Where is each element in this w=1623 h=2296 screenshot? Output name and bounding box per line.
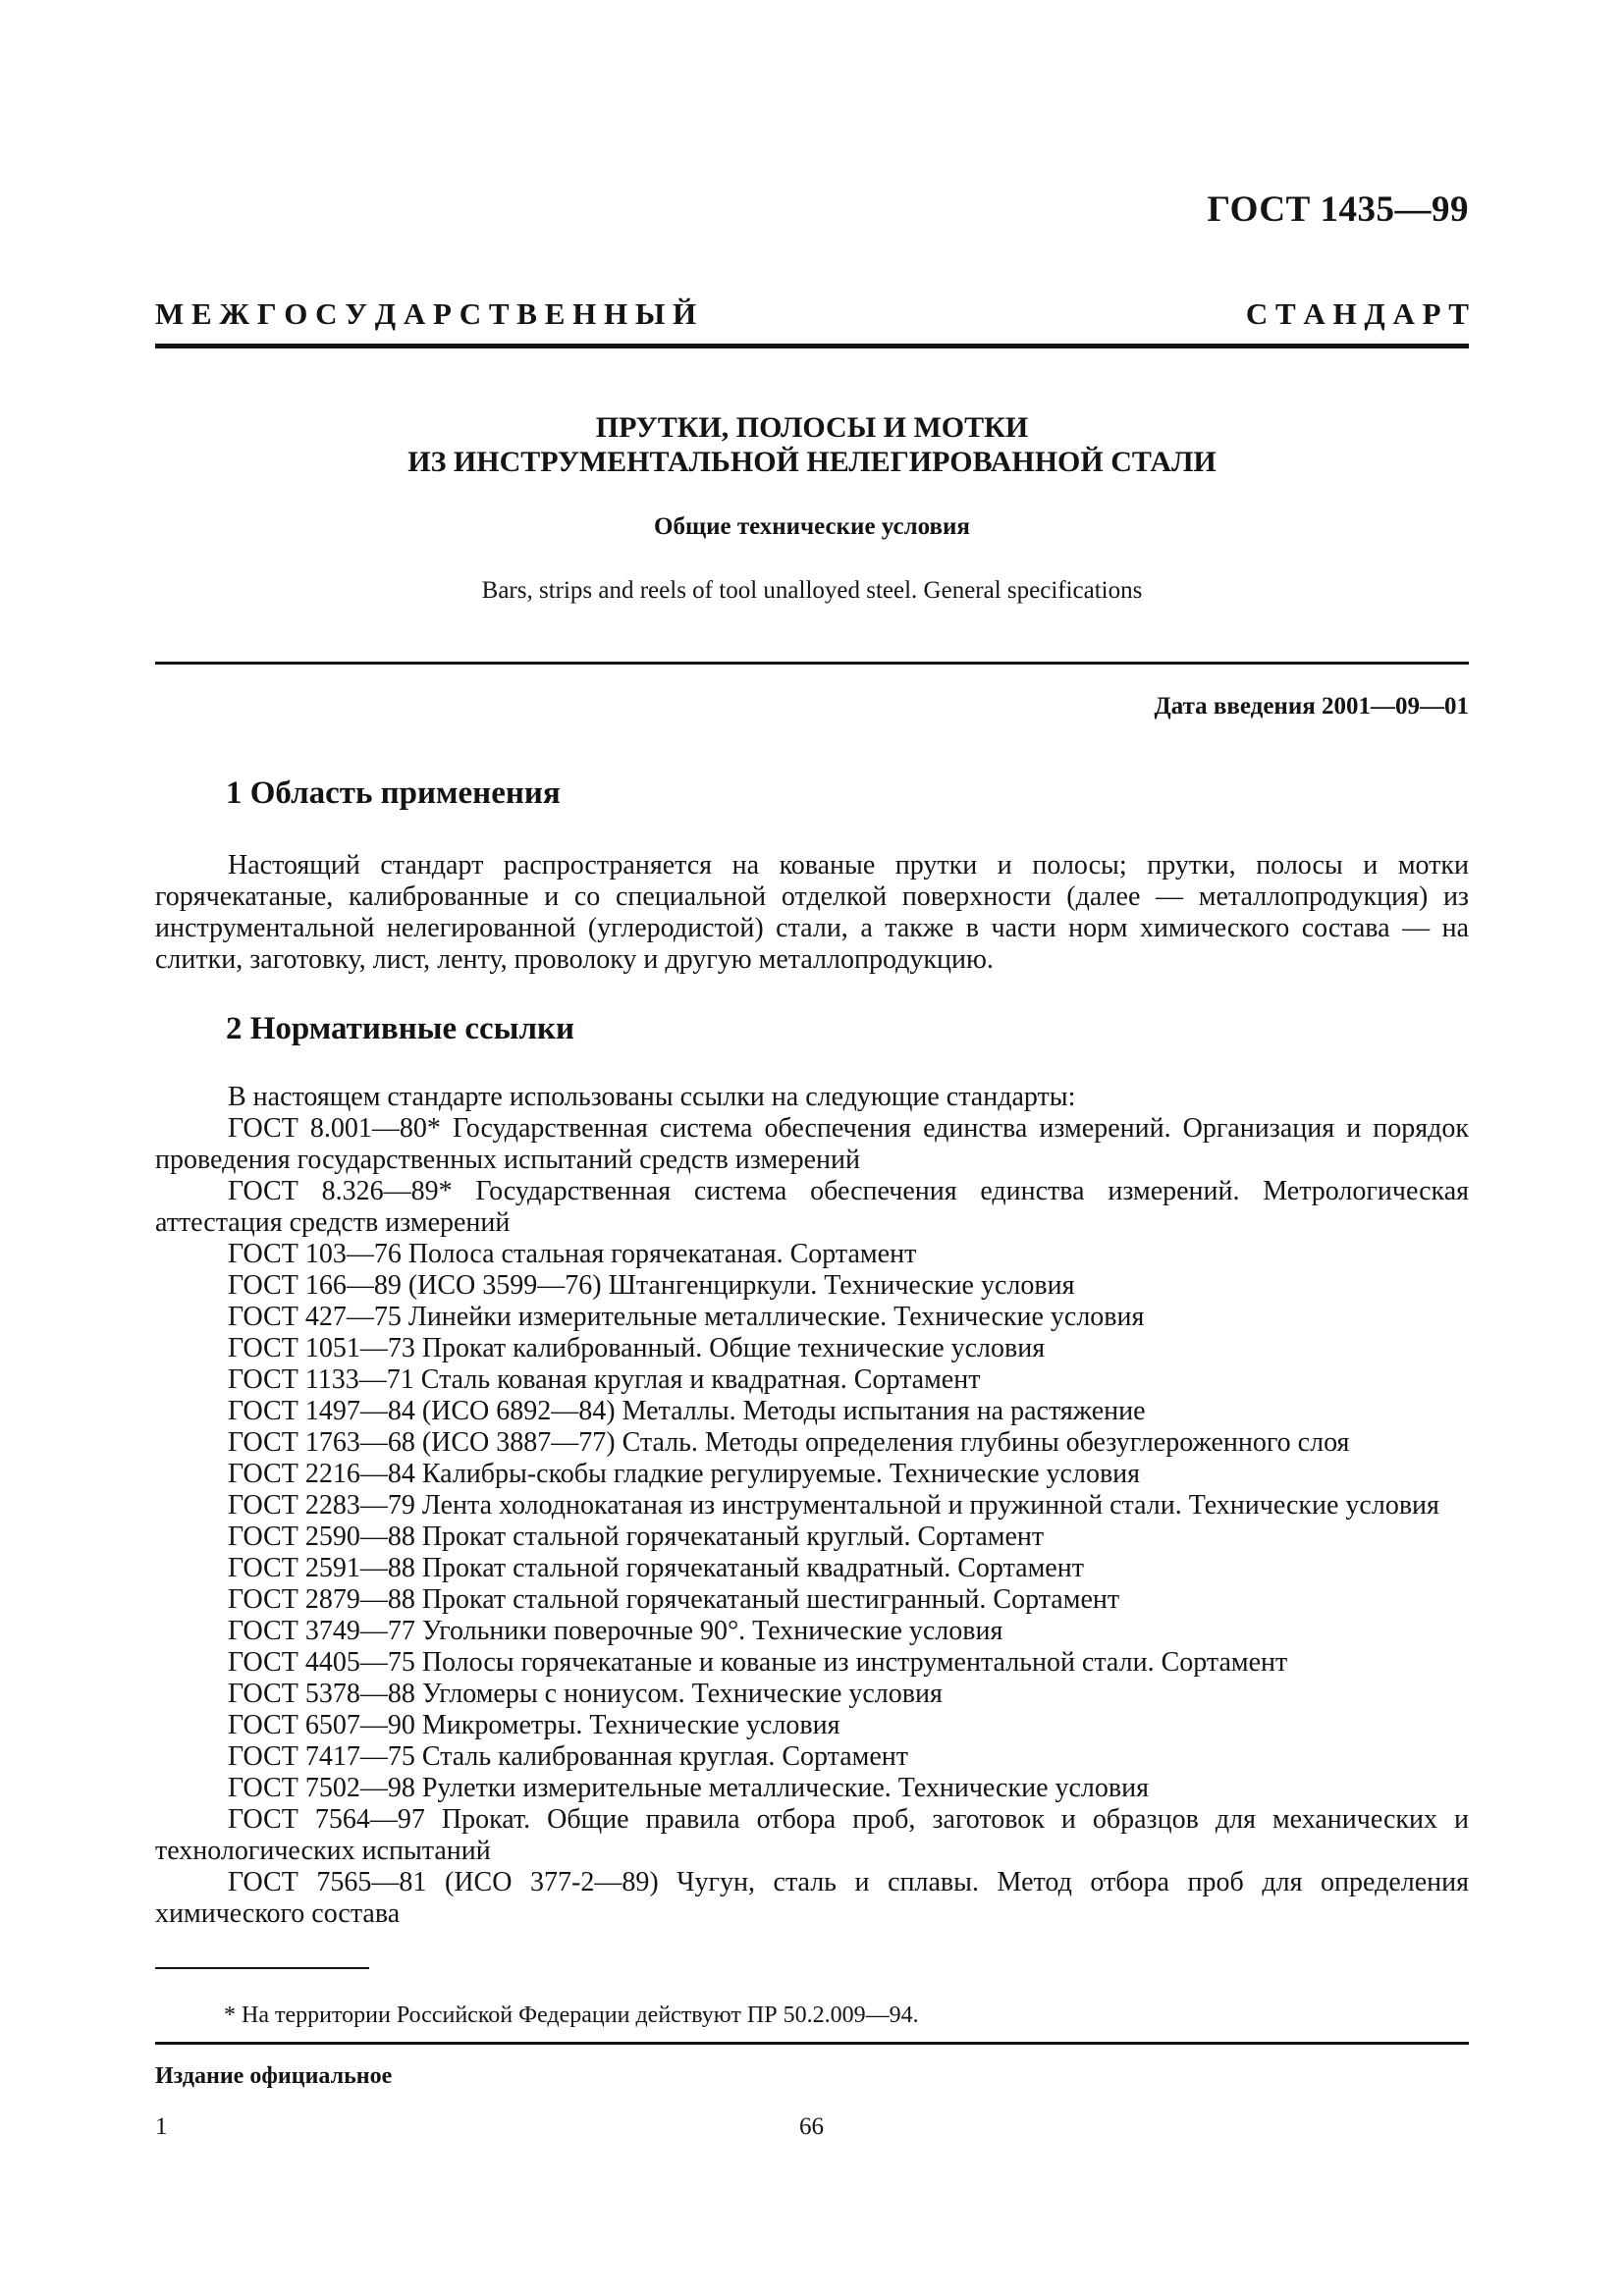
document-title xyxy=(155,410,1469,479)
footnote: * На территории Российской Федерации действуют ПР 50.2.009—94. xyxy=(224,2002,919,2028)
document-code: ГОСТ 1435—99 xyxy=(1207,189,1469,230)
introduction-date: Дата введения 2001—09—01 xyxy=(1154,693,1469,720)
reference-item: ГОСТ 3749—77 Угольники поверочные 90°. Технические условия xyxy=(228,1616,1003,1646)
standard-banner xyxy=(155,296,1469,332)
reference-item: ГОСТ 7417—75 Сталь калиброванная круглая. Сортамент xyxy=(228,1741,908,1772)
reference-item: ГОСТ 166—89 (ИСО 3599—76) Штангенциркули. Технические условия xyxy=(228,1270,1075,1301)
document-subtitle: Общие технические условия xyxy=(654,513,970,540)
reference-item: ГОСТ 1763—68 (ИСО 3887—77) Сталь. Методы определения глубины обезуглероженного слоя xyxy=(228,1427,1350,1458)
section-2-heading: 2 Нормативные ссылки xyxy=(226,1011,574,1046)
footer-rule xyxy=(155,2042,1469,2045)
reference-item: ГОСТ 4405—75 Полосы горячекатаные и кованые из инструментальной стали. Сортамент xyxy=(228,1647,1288,1678)
title-rule xyxy=(155,662,1469,665)
sheet-number: 1 xyxy=(155,2113,168,2140)
title-line-2: ИЗ ИНСТРУМЕНТАЛЬНОЙ НЕЛЕГИРОВАННОЙ СТАЛИ xyxy=(407,446,1217,478)
banner-left: М Е Ж Г О С У Д А Р С Т В Е Н Н Ы Й xyxy=(155,296,697,331)
header-rule xyxy=(155,344,1469,348)
reference-item: ГОСТ 6507—90 Микрометры. Технические условия xyxy=(228,1710,840,1740)
edition-label: Издание официальное xyxy=(155,2063,393,2089)
reference-item: ГОСТ 8.001—80* Государственная система обеспечения единства измерений. Организация и порядок проведения государственных испытаний средств измерений xyxy=(155,1113,1469,1175)
reference-item: ГОСТ 2283—79 Лента холоднокатаная из инструментальной и пружинной стали. Технические условия xyxy=(228,1490,1439,1521)
reference-item: ГОСТ 2591—88 Прокат стальной горячекатаный квадратный. Сортамент xyxy=(228,1553,1084,1583)
references-intro: В настоящем стандарте использованы ссылки на следующие стандарты: xyxy=(228,1082,1076,1112)
reference-item: ГОСТ 2216—84 Калибры-скобы гладкие регулируемые. Технические условия xyxy=(228,1459,1141,1489)
reference-item: ГОСТ 7502—98 Рулетки измерительные металлические. Технические условия xyxy=(228,1773,1149,1803)
footnote-separator xyxy=(155,1967,369,1969)
page-number: 66 xyxy=(799,2113,824,2140)
section-1-paragraph: Настоящий стандарт распространяется на кованые прутки и полосы; прутки, полосы и мотки горячекатаные, калиброванные и со специальной отделкой поверхности (далее — металлопродукция) из инструментальной нелегированной (углеродистой) стали, а также в части норм химического состава — на слитки, заготовку, лист, ленту, проволоку и другую металлопродукцию. xyxy=(155,850,1469,975)
reference-item: ГОСТ 1133—71 Сталь кованая круглая и квадратная. Сортамент xyxy=(228,1364,981,1395)
banner-right: С Т А Н Д А Р Т xyxy=(1245,296,1469,331)
reference-item: ГОСТ 427—75 Линейки измерительные металлические. Технические условия xyxy=(228,1302,1145,1332)
reference-item: ГОСТ 1497—84 (ИСО 6892—84) Металлы. Методы испытания на растяжение xyxy=(228,1396,1146,1426)
reference-item: ГОСТ 5378—88 Угломеры с нониусом. Технические условия xyxy=(228,1679,943,1709)
reference-item: ГОСТ 2590—88 Прокат стальной горячекатаный круглый. Сортамент xyxy=(228,1522,1045,1552)
reference-item: ГОСТ 7565—81 (ИСО 377-2—89) Чугун, сталь и сплавы. Метод отбора проб для определения химического состава xyxy=(155,1867,1469,1929)
reference-item: ГОСТ 103—76 Полоса стальная горячекатаная. Сортамент xyxy=(228,1239,917,1269)
english-title: Bars, strips and reels of tool unalloyed steel. General specifications xyxy=(481,577,1143,604)
reference-item: ГОСТ 8.326—89* Государственная система обеспечения единства измерений. Метрологическая аттестация средств измерений xyxy=(155,1176,1469,1238)
section-1-heading: 1 Область применения xyxy=(226,775,561,811)
reference-item: ГОСТ 7564—97 Прокат. Общие правила отбора проб, заготовок и образцов для механических и технологических испытаний xyxy=(155,1804,1469,1866)
normative-references xyxy=(155,1082,1469,1930)
title-line-1: ПРУТКИ, ПОЛОСЫ И МОТКИ xyxy=(595,411,1029,444)
reference-item: ГОСТ 1051—73 Прокат калиброванный. Общие технические условия xyxy=(228,1333,1046,1363)
section-1-body xyxy=(155,850,1469,976)
reference-item: ГОСТ 2879—88 Прокат стальной горячекатаный шестигранный. Сортамент xyxy=(228,1584,1120,1615)
